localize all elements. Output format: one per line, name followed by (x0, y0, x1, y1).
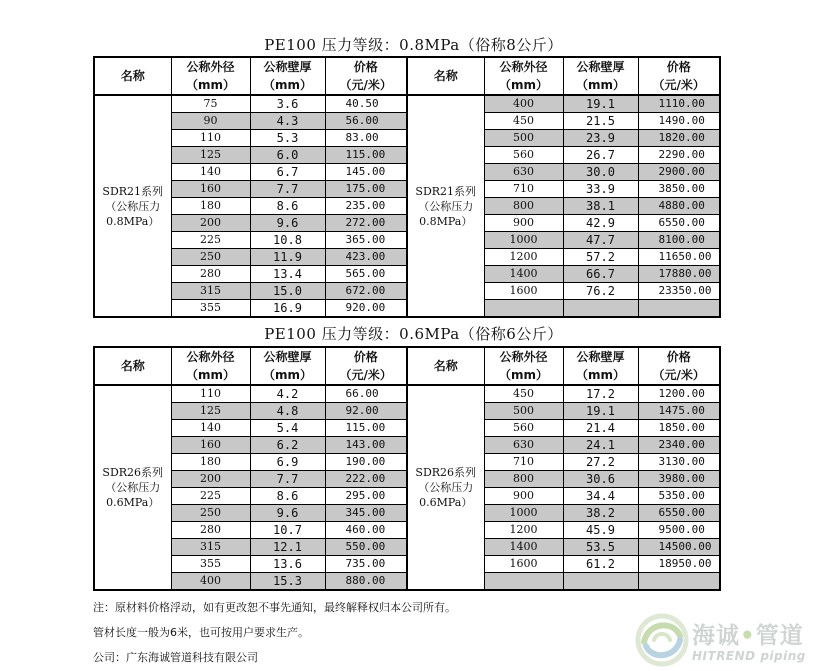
header-wt: 公称壁厚 （mm） (563, 347, 638, 385)
table-row (94, 385, 720, 403)
outer-diameter-cell: 180 (171, 454, 250, 471)
wall-thickness-cell: 24.1 (563, 437, 638, 454)
header-name: 名称 (94, 57, 171, 95)
table2-title: PE100 压力等级：0.6MPa（俗称6公斤） (264, 325, 563, 343)
price-cell: 3850.00 (638, 181, 720, 198)
header-price: 价格 （元/米） (325, 57, 407, 95)
wall-thickness-cell: 13.6 (250, 556, 325, 573)
wall-thickness-cell: 5.4 (250, 420, 325, 437)
header-name: 名称 (94, 347, 171, 385)
price-cell: 1475.00 (638, 403, 720, 420)
price-cell: 17880.00 (638, 266, 720, 283)
price-cell: 1110.00 (638, 95, 720, 113)
logo-brand-text: 海诚•管道 (692, 623, 804, 649)
wall-thickness-cell: 66.7 (563, 266, 638, 283)
price-cell: 295.00 (325, 488, 407, 505)
wall-thickness-cell: 8.6 (250, 198, 325, 215)
price-cell: 4880.00 (638, 198, 720, 215)
price-cell: 735.00 (325, 556, 407, 573)
outer-diameter-cell: 250 (171, 505, 250, 522)
note-price-disclaimer: 注：原材料价格浮动，如有更改恕不事先通知，最终解释权归本公司所有。 (93, 601, 456, 614)
outer-diameter-cell: 560 (484, 147, 563, 164)
price-cell: 14500.00 (638, 539, 720, 556)
wall-thickness-cell: 57.2 (563, 249, 638, 266)
outer-diameter-cell: 280 (171, 266, 250, 283)
wall-thickness-cell: 9.6 (250, 505, 325, 522)
wall-thickness-cell: 33.9 (563, 181, 638, 198)
price-cell: 1200.00 (638, 385, 720, 403)
header-price: 价格 （元/米） (638, 57, 720, 95)
outer-diameter-cell: 280 (171, 522, 250, 539)
company-logo (634, 612, 824, 668)
wall-thickness-cell: 10.7 (250, 522, 325, 539)
wall-thickness-cell: 16.9 (250, 300, 325, 318)
price-cell: 565.00 (325, 266, 407, 283)
table-header-row (94, 347, 720, 385)
wall-thickness-cell: 6.2 (250, 437, 325, 454)
wall-thickness-cell: 4.2 (250, 385, 325, 403)
wall-thickness-cell: 6.0 (250, 147, 325, 164)
wall-thickness-cell: 61.2 (563, 556, 638, 573)
outer-diameter-cell: 900 (484, 488, 563, 505)
wall-thickness-cell: 76.2 (563, 283, 638, 300)
header-name: 名称 (407, 347, 484, 385)
price-cell: 880.00 (325, 573, 407, 591)
outer-diameter-cell: 900 (484, 215, 563, 232)
wall-thickness-cell: 4.3 (250, 113, 325, 130)
outer-diameter-cell: 800 (484, 198, 563, 215)
header-wt: 公称壁厚 （mm） (563, 57, 638, 95)
outer-diameter-cell: 1400 (484, 266, 563, 283)
wall-thickness-cell: 4.8 (250, 403, 325, 420)
outer-diameter-cell: 1600 (484, 556, 563, 573)
price-cell: 235.00 (325, 198, 407, 215)
price-cell: 3980.00 (638, 471, 720, 488)
note-pipe-length: 管材长度一般为6米，也可按用户要求生产。 (93, 626, 309, 639)
wall-thickness-cell: 15.0 (250, 283, 325, 300)
wall-thickness-cell: 34.4 (563, 488, 638, 505)
wall-thickness-cell: 6.9 (250, 454, 325, 471)
outer-diameter-cell: 200 (171, 471, 250, 488)
outer-diameter-cell: 1400 (484, 539, 563, 556)
outer-diameter-cell: 450 (484, 113, 563, 130)
header-od: 公称外径 （mm） (171, 57, 250, 95)
price-cell: 145.00 (325, 164, 407, 181)
outer-diameter-cell: 125 (171, 147, 250, 164)
price-cell: 23350.00 (638, 283, 720, 300)
price-cell: 66.00 (325, 385, 407, 403)
outer-diameter-cell: 355 (171, 556, 250, 573)
header-price: 价格 （元/米） (325, 347, 407, 385)
wall-thickness-cell: 10.8 (250, 232, 325, 249)
outer-diameter-cell: 400 (171, 573, 250, 591)
price-cell: 18950.00 (638, 556, 720, 573)
price-cell: 9500.00 (638, 522, 720, 539)
wall-thickness-cell: 26.7 (563, 147, 638, 164)
outer-diameter-cell: 140 (171, 420, 250, 437)
wall-thickness-cell: 47.7 (563, 232, 638, 249)
price-cell: 1850.00 (638, 420, 720, 437)
price-cell: 190.00 (325, 454, 407, 471)
outer-diameter-cell: 500 (484, 403, 563, 420)
price-table-06mpa (93, 346, 721, 591)
outer-diameter-cell: 90 (171, 113, 250, 130)
price-table-08mpa (93, 56, 721, 318)
price-cell: 272.00 (325, 215, 407, 232)
outer-diameter-cell (484, 300, 563, 318)
header-od: 公称外径 （mm） (484, 347, 563, 385)
price-cell: 2340.00 (638, 437, 720, 454)
outer-diameter-cell: 250 (171, 249, 250, 266)
outer-diameter-cell: 800 (484, 471, 563, 488)
wall-thickness-cell: 42.9 (563, 215, 638, 232)
outer-diameter-cell: 225 (171, 488, 250, 505)
wall-thickness-cell: 27.2 (563, 454, 638, 471)
price-cell: 1820.00 (638, 130, 720, 147)
price-cell: 460.00 (325, 522, 407, 539)
outer-diameter-cell: 1200 (484, 249, 563, 266)
wall-thickness-cell: 9.6 (250, 215, 325, 232)
wall-thickness-cell: 53.5 (563, 539, 638, 556)
outer-diameter-cell: 1600 (484, 283, 563, 300)
series-name-cell: SDR21系列 （公称压力 0.8MPa） (94, 95, 171, 317)
outer-diameter-cell: 225 (171, 232, 250, 249)
outer-diameter-cell: 355 (171, 300, 250, 318)
series-name-cell: SDR26系列 （公称压力 0.6MPa） (407, 385, 484, 590)
wall-thickness-cell: 30.0 (563, 164, 638, 181)
outer-diameter-cell: 160 (171, 181, 250, 198)
price-cell: 1490.00 (638, 113, 720, 130)
outer-diameter-cell: 180 (171, 198, 250, 215)
header-name: 名称 (407, 57, 484, 95)
price-cell (638, 300, 720, 318)
outer-diameter-cell: 315 (171, 539, 250, 556)
wall-thickness-cell: 38.1 (563, 198, 638, 215)
wall-thickness-cell: 12.1 (250, 539, 325, 556)
wall-thickness-cell: 13.4 (250, 266, 325, 283)
wall-thickness-cell: 45.9 (563, 522, 638, 539)
outer-diameter-cell: 110 (171, 130, 250, 147)
outer-diameter-cell: 1000 (484, 505, 563, 522)
price-cell: 115.00 (325, 420, 407, 437)
header-wt: 公称壁厚 （mm） (250, 57, 325, 95)
outer-diameter-cell: 160 (171, 437, 250, 454)
price-cell: 920.00 (325, 300, 407, 318)
wall-thickness-cell: 7.7 (250, 471, 325, 488)
table1-title: PE100 压力等级：0.8MPa（俗称8公斤） (264, 36, 563, 54)
price-cell: 40.50 (325, 95, 407, 113)
wall-thickness-cell: 5.3 (250, 130, 325, 147)
header-od: 公称外径 （mm） (171, 347, 250, 385)
outer-diameter-cell: 400 (484, 95, 563, 113)
series-name-cell: SDR21系列 （公称压力 0.8MPa） (407, 95, 484, 317)
price-cell: 56.00 (325, 113, 407, 130)
note-company: 公司：广东海诚管道科技有限公司 (93, 651, 258, 664)
price-cell: 3130.00 (638, 454, 720, 471)
wall-thickness-cell: 21.4 (563, 420, 638, 437)
header-wt: 公称壁厚 （mm） (250, 347, 325, 385)
outer-diameter-cell: 1000 (484, 232, 563, 249)
price-cell: 2900.00 (638, 164, 720, 181)
wall-thickness-cell: 38.2 (563, 505, 638, 522)
outer-diameter-cell: 630 (484, 164, 563, 181)
logo-subtitle: HITREND piping (692, 649, 806, 663)
price-cell: 222.00 (325, 471, 407, 488)
outer-diameter-cell: 75 (171, 95, 250, 113)
wall-thickness-cell: 21.5 (563, 113, 638, 130)
series-name-cell: SDR26系列 （公称压力 0.6MPa） (94, 385, 171, 590)
outer-diameter-cell: 110 (171, 385, 250, 403)
price-cell: 5350.00 (638, 488, 720, 505)
price-cell: 6550.00 (638, 505, 720, 522)
header-price: 价格 （元/米） (638, 347, 720, 385)
price-cell: 143.00 (325, 437, 407, 454)
price-cell: 550.00 (325, 539, 407, 556)
outer-diameter-cell: 500 (484, 130, 563, 147)
price-cell: 115.00 (325, 147, 407, 164)
wall-thickness-cell: 19.1 (563, 403, 638, 420)
price-cell (638, 573, 720, 591)
table-header-row (94, 57, 720, 95)
wall-thickness-cell: 30.6 (563, 471, 638, 488)
outer-diameter-cell: 315 (171, 283, 250, 300)
outer-diameter-cell (484, 573, 563, 591)
price-cell: 345.00 (325, 505, 407, 522)
wall-thickness-cell: 17.2 (563, 385, 638, 403)
outer-diameter-cell: 125 (171, 403, 250, 420)
wall-thickness-cell (563, 573, 638, 591)
outer-diameter-cell: 560 (484, 420, 563, 437)
wall-thickness-cell: 3.6 (250, 95, 325, 113)
price-cell: 11650.00 (638, 249, 720, 266)
outer-diameter-cell: 200 (171, 215, 250, 232)
price-cell: 83.00 (325, 130, 407, 147)
price-cell: 365.00 (325, 232, 407, 249)
price-cell: 8100.00 (638, 232, 720, 249)
outer-diameter-cell: 630 (484, 437, 563, 454)
price-cell: 672.00 (325, 283, 407, 300)
price-cell: 175.00 (325, 181, 407, 198)
outer-diameter-cell: 710 (484, 181, 563, 198)
wall-thickness-cell (563, 300, 638, 318)
wall-thickness-cell: 7.7 (250, 181, 325, 198)
outer-diameter-cell: 1200 (484, 522, 563, 539)
header-od: 公称外径 （mm） (484, 57, 563, 95)
wall-thickness-cell: 19.1 (563, 95, 638, 113)
outer-diameter-cell: 450 (484, 385, 563, 403)
wall-thickness-cell: 11.9 (250, 249, 325, 266)
price-cell: 2290.00 (638, 147, 720, 164)
wall-thickness-cell: 15.3 (250, 573, 325, 591)
table-row (94, 95, 720, 113)
price-cell: 92.00 (325, 403, 407, 420)
wall-thickness-cell: 6.7 (250, 164, 325, 181)
price-cell: 6550.00 (638, 215, 720, 232)
outer-diameter-cell: 710 (484, 454, 563, 471)
wall-thickness-cell: 8.6 (250, 488, 325, 505)
outer-diameter-cell: 140 (171, 164, 250, 181)
price-cell: 423.00 (325, 249, 407, 266)
wall-thickness-cell: 23.9 (563, 130, 638, 147)
swirl-logo-icon (634, 612, 690, 668)
